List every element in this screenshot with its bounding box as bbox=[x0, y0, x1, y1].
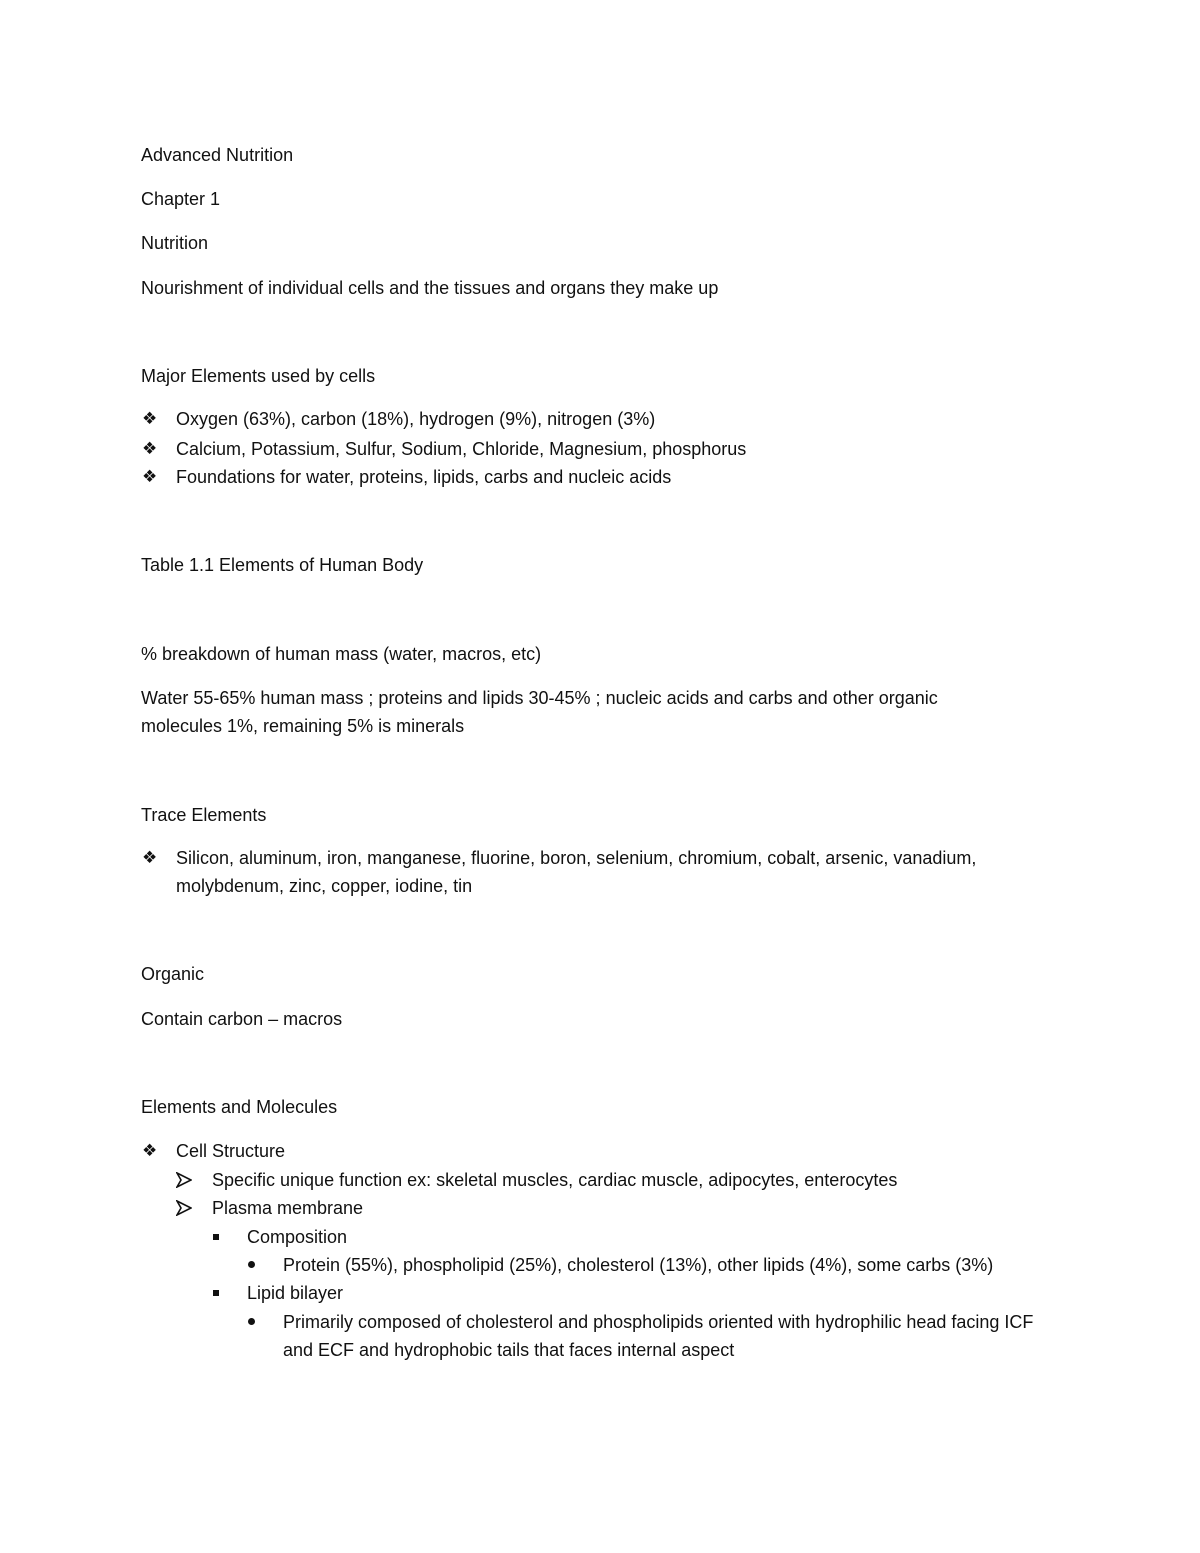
nutrition-heading: Nutrition bbox=[141, 233, 209, 253]
breakdown-heading: % breakdown of human mass (water, macros, etc) bbox=[141, 644, 542, 664]
nutrition-definition: Nourishment of individual cells and the tissues and organs they make up bbox=[141, 278, 719, 298]
document-title: Advanced Nutrition bbox=[141, 145, 294, 165]
arrow-bullet-icon bbox=[176, 1200, 192, 1216]
cell-structure-item: Cell Structure bbox=[176, 1141, 286, 1161]
organic-heading: Organic bbox=[141, 964, 205, 984]
dot-bullet-icon bbox=[248, 1318, 255, 1325]
chapter-label: Chapter 1 bbox=[141, 189, 221, 209]
elements-molecules-heading: Elements and Molecules bbox=[141, 1097, 338, 1117]
square-bullet-icon bbox=[213, 1290, 219, 1296]
composition-detail: Protein (55%), phospholipid (25%), cholesterol (13%), other lipids (4%), some carbs (3%) bbox=[283, 1255, 994, 1275]
breakdown-text: Water 55-65% human mass ; proteins and lipids 30-45% ; nucleic acids and carbs and other organic molecules 1%, remaining 5% is minerals bbox=[141, 688, 938, 736]
plasma-membrane-item: Plasma membrane bbox=[212, 1198, 364, 1218]
arrow-bullet-icon bbox=[176, 1172, 192, 1188]
organic-definition: Contain carbon – macros bbox=[141, 1009, 343, 1029]
diamond-bullet-icon: ❖ bbox=[142, 439, 158, 458]
major-element-item: Oxygen (63%), carbon (18%), hydrogen (9%), nitrogen (3%) bbox=[176, 409, 656, 429]
trace-elements-item: Silicon, aluminum, iron, manganese, fluorine, boron, selenium, chromium, cobalt, arsenic, vanadium, molybdenum, zinc, copper, iodine, tin bbox=[176, 848, 977, 896]
diamond-bullet-icon: ❖ bbox=[142, 409, 158, 428]
dot-bullet-icon bbox=[248, 1261, 255, 1268]
composition-item: Composition bbox=[247, 1227, 348, 1247]
major-elements-heading: Major Elements used by cells bbox=[141, 366, 376, 386]
lipid-bilayer-item: Lipid bilayer bbox=[247, 1283, 344, 1303]
square-bullet-icon bbox=[213, 1234, 219, 1240]
table-reference: Table 1.1 Elements of Human Body bbox=[141, 555, 424, 575]
major-element-item: Calcium, Potassium, Sulfur, Sodium, Chloride, Magnesium, phosphorus bbox=[176, 439, 747, 459]
trace-elements-heading: Trace Elements bbox=[141, 805, 267, 825]
diamond-bullet-icon: ❖ bbox=[142, 848, 158, 867]
major-element-item: Foundations for water, proteins, lipids, carbs and nucleic acids bbox=[176, 467, 672, 487]
lipid-bilayer-detail: Primarily composed of cholesterol and phospholipids oriented with hydrophilic head facing ICF and ECF and hydrophobic tails that faces internal aspect bbox=[283, 1312, 1034, 1360]
specific-function-item: Specific unique function ex: skeletal muscles, cardiac muscle, adipocytes, enterocytes bbox=[212, 1170, 898, 1190]
diamond-bullet-icon: ❖ bbox=[142, 467, 158, 486]
diamond-bullet-icon: ❖ bbox=[142, 1141, 158, 1160]
